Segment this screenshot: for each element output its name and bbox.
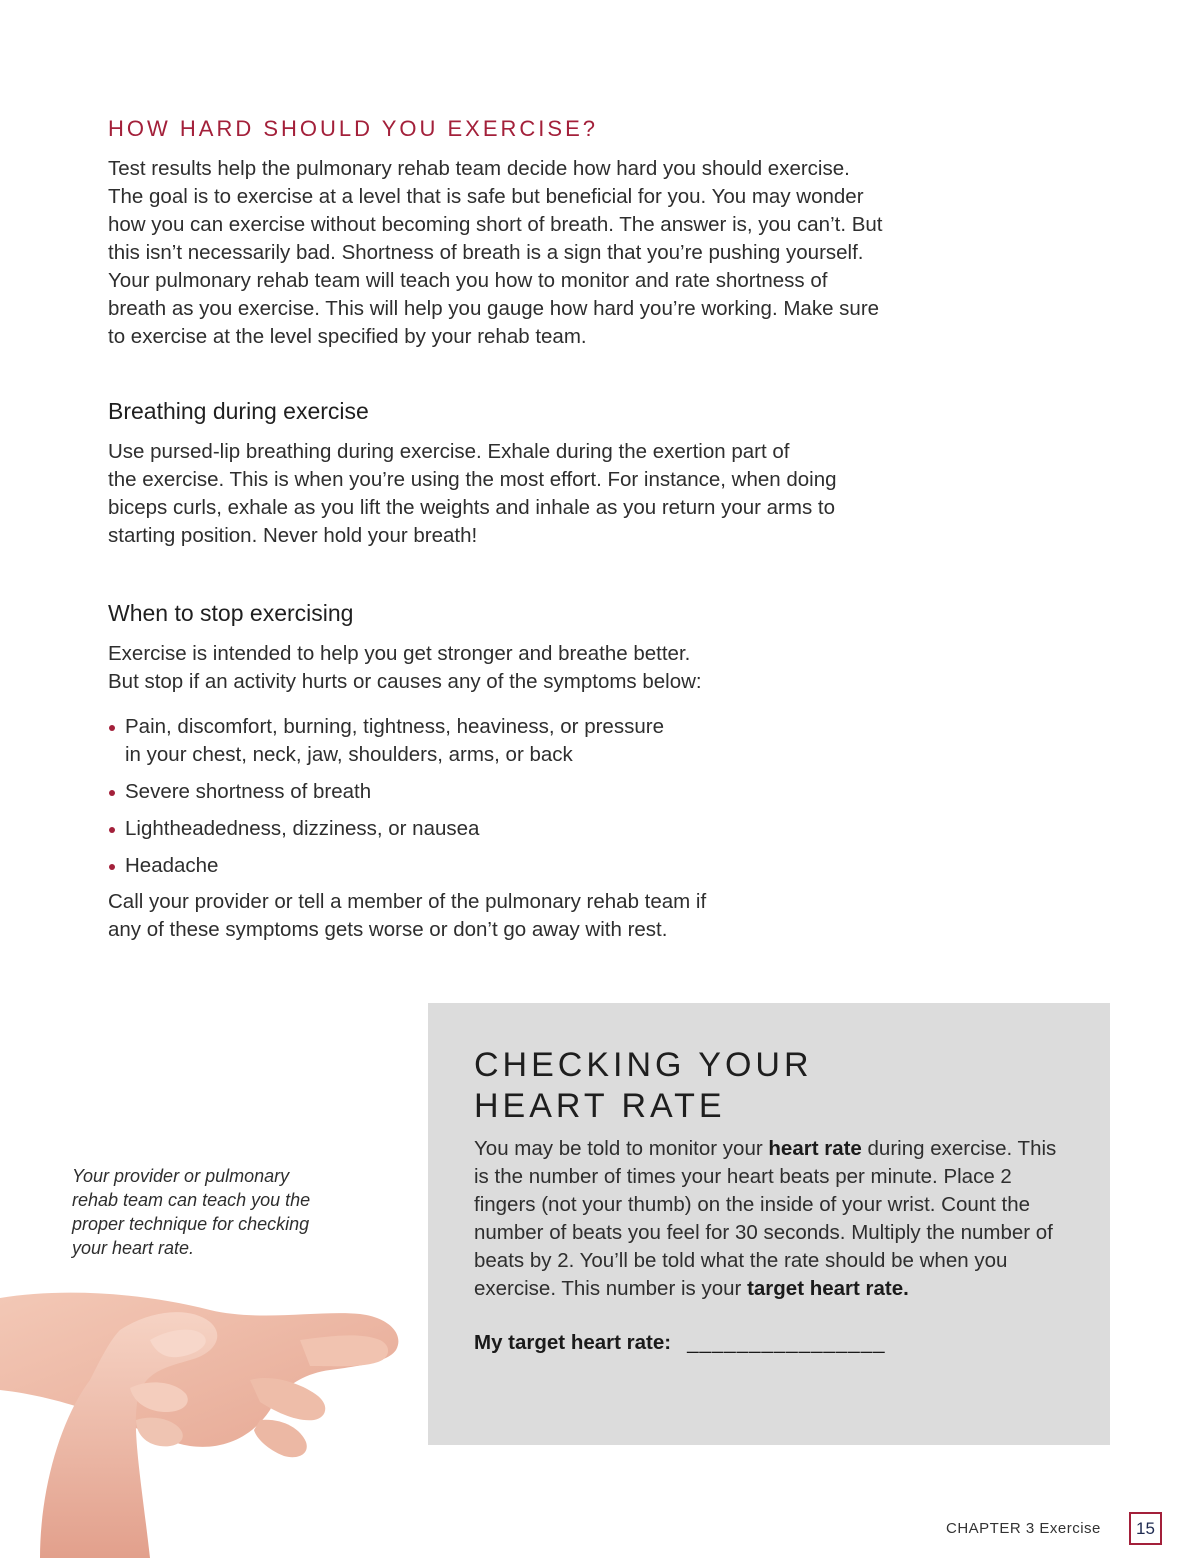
list-item	[108, 852, 664, 880]
bullet-dot-icon	[109, 790, 115, 796]
list-item	[108, 815, 664, 843]
heart-rate-box-title	[474, 1045, 813, 1127]
paragraph-line: Test results help the pulmonary rehab team decide how hard you should exercise.	[108, 157, 850, 180]
target-heart-rate-label: My target heart rate:	[474, 1331, 672, 1354]
symptom-text: Lightheadedness, dizziness, or nausea	[125, 817, 480, 840]
stopping-heading: When to stop exercising	[108, 600, 354, 626]
target-heart-rate-term: target heart rate.	[747, 1277, 909, 1300]
hand-checking-pulse-icon	[0, 1270, 420, 1558]
stopping-intro	[108, 640, 702, 696]
paragraph-line: to exercise at the level specified by your rehab team.	[108, 325, 587, 348]
wrist-pulse-photo	[0, 1270, 420, 1558]
target-heart-rate-entry	[474, 1331, 886, 1355]
heart-rate-term: heart rate	[768, 1137, 862, 1160]
instruction-text: during exercise. This is the number of times your heart beats per minute. Place 2 fingers (not your thumb) on the inside of your wrist. Count the number of beats you feel for 30 seconds. Multiply the number of beats by 2. You’ll be told what the rate should be when you exercise. This number is your	[474, 1137, 1057, 1300]
paragraph-line: Use pursed-lip breathing during exercise. Exhale during the exertion part of	[108, 440, 790, 463]
paragraph-line: Your pulmonary rehab team will teach you how to monitor and rate shortness of	[108, 269, 828, 292]
caption-line: rehab team can teach you the	[72, 1190, 311, 1210]
stopping-outro	[108, 888, 706, 944]
breathing-paragraph	[108, 438, 837, 550]
caption-line: proper technique for checking	[72, 1214, 310, 1234]
paragraph-line: the exercise. This is when you’re using the most effort. For instance, when doing	[108, 468, 837, 491]
bullet-dot-icon	[109, 864, 115, 870]
section-heading: HOW HARD SHOULD YOU EXERCISE?	[108, 116, 599, 141]
paragraph-line: Exercise is intended to help you get stronger and breathe better.	[108, 642, 691, 665]
instruction-text: You may be told to monitor your	[474, 1137, 769, 1160]
list-item	[108, 778, 664, 806]
paragraph-line: how you can exercise without becoming short of breath. The answer is, you can’t. But	[108, 213, 883, 236]
page-number: 15	[1129, 1512, 1162, 1545]
bullet-dot-icon	[109, 827, 115, 833]
bullet-dot-icon	[109, 725, 115, 731]
photo-caption	[72, 1164, 372, 1260]
symptom-text: in your chest, neck, jaw, shoulders, arms, or back	[125, 743, 573, 766]
heart-rate-box	[428, 1003, 1110, 1445]
list-item	[108, 713, 664, 769]
caption-line: your heart rate.	[72, 1238, 195, 1258]
target-heart-rate-blank: ________________	[687, 1331, 886, 1354]
paragraph-line: Call your provider or tell a member of the pulmonary rehab team if	[108, 890, 707, 913]
paragraph-line: breath as you exercise. This will help you gauge how hard you’re working. Make sure	[108, 297, 880, 320]
paragraph-line: starting position. Never hold your breath!	[108, 524, 478, 547]
symptom-text: Severe shortness of breath	[125, 780, 372, 803]
paragraph-line: But stop if an activity hurts or causes any of the symptoms below:	[108, 670, 702, 693]
paragraph-line: The goal is to exercise at a level that is safe but beneficial for you. You may wonder	[108, 185, 864, 208]
heart-rate-instructions	[474, 1135, 1074, 1303]
caption-line: Your provider or pulmonary	[72, 1166, 290, 1186]
paragraph-line: this isn’t necessarily bad. Shortness of breath is a sign that you’re pushing yourself.	[108, 241, 864, 264]
paragraph-line: biceps curls, exhale as you lift the weights and inhale as you return your arms to	[108, 496, 835, 519]
symptom-list	[108, 713, 664, 889]
title-line: HEART RATE	[474, 1087, 726, 1125]
breathing-heading: Breathing during exercise	[108, 398, 369, 424]
paragraph-line: any of these symptoms gets worse or don’t go away with rest.	[108, 918, 668, 941]
symptom-text: Headache	[125, 854, 219, 877]
symptom-text: Pain, discomfort, burning, tightness, heaviness, or pressure	[125, 715, 664, 738]
chapter-footer: CHAPTER 3 Exercise	[946, 1520, 1101, 1537]
exercise-intensity-paragraph	[108, 155, 882, 351]
title-line: CHECKING YOUR	[474, 1046, 813, 1084]
